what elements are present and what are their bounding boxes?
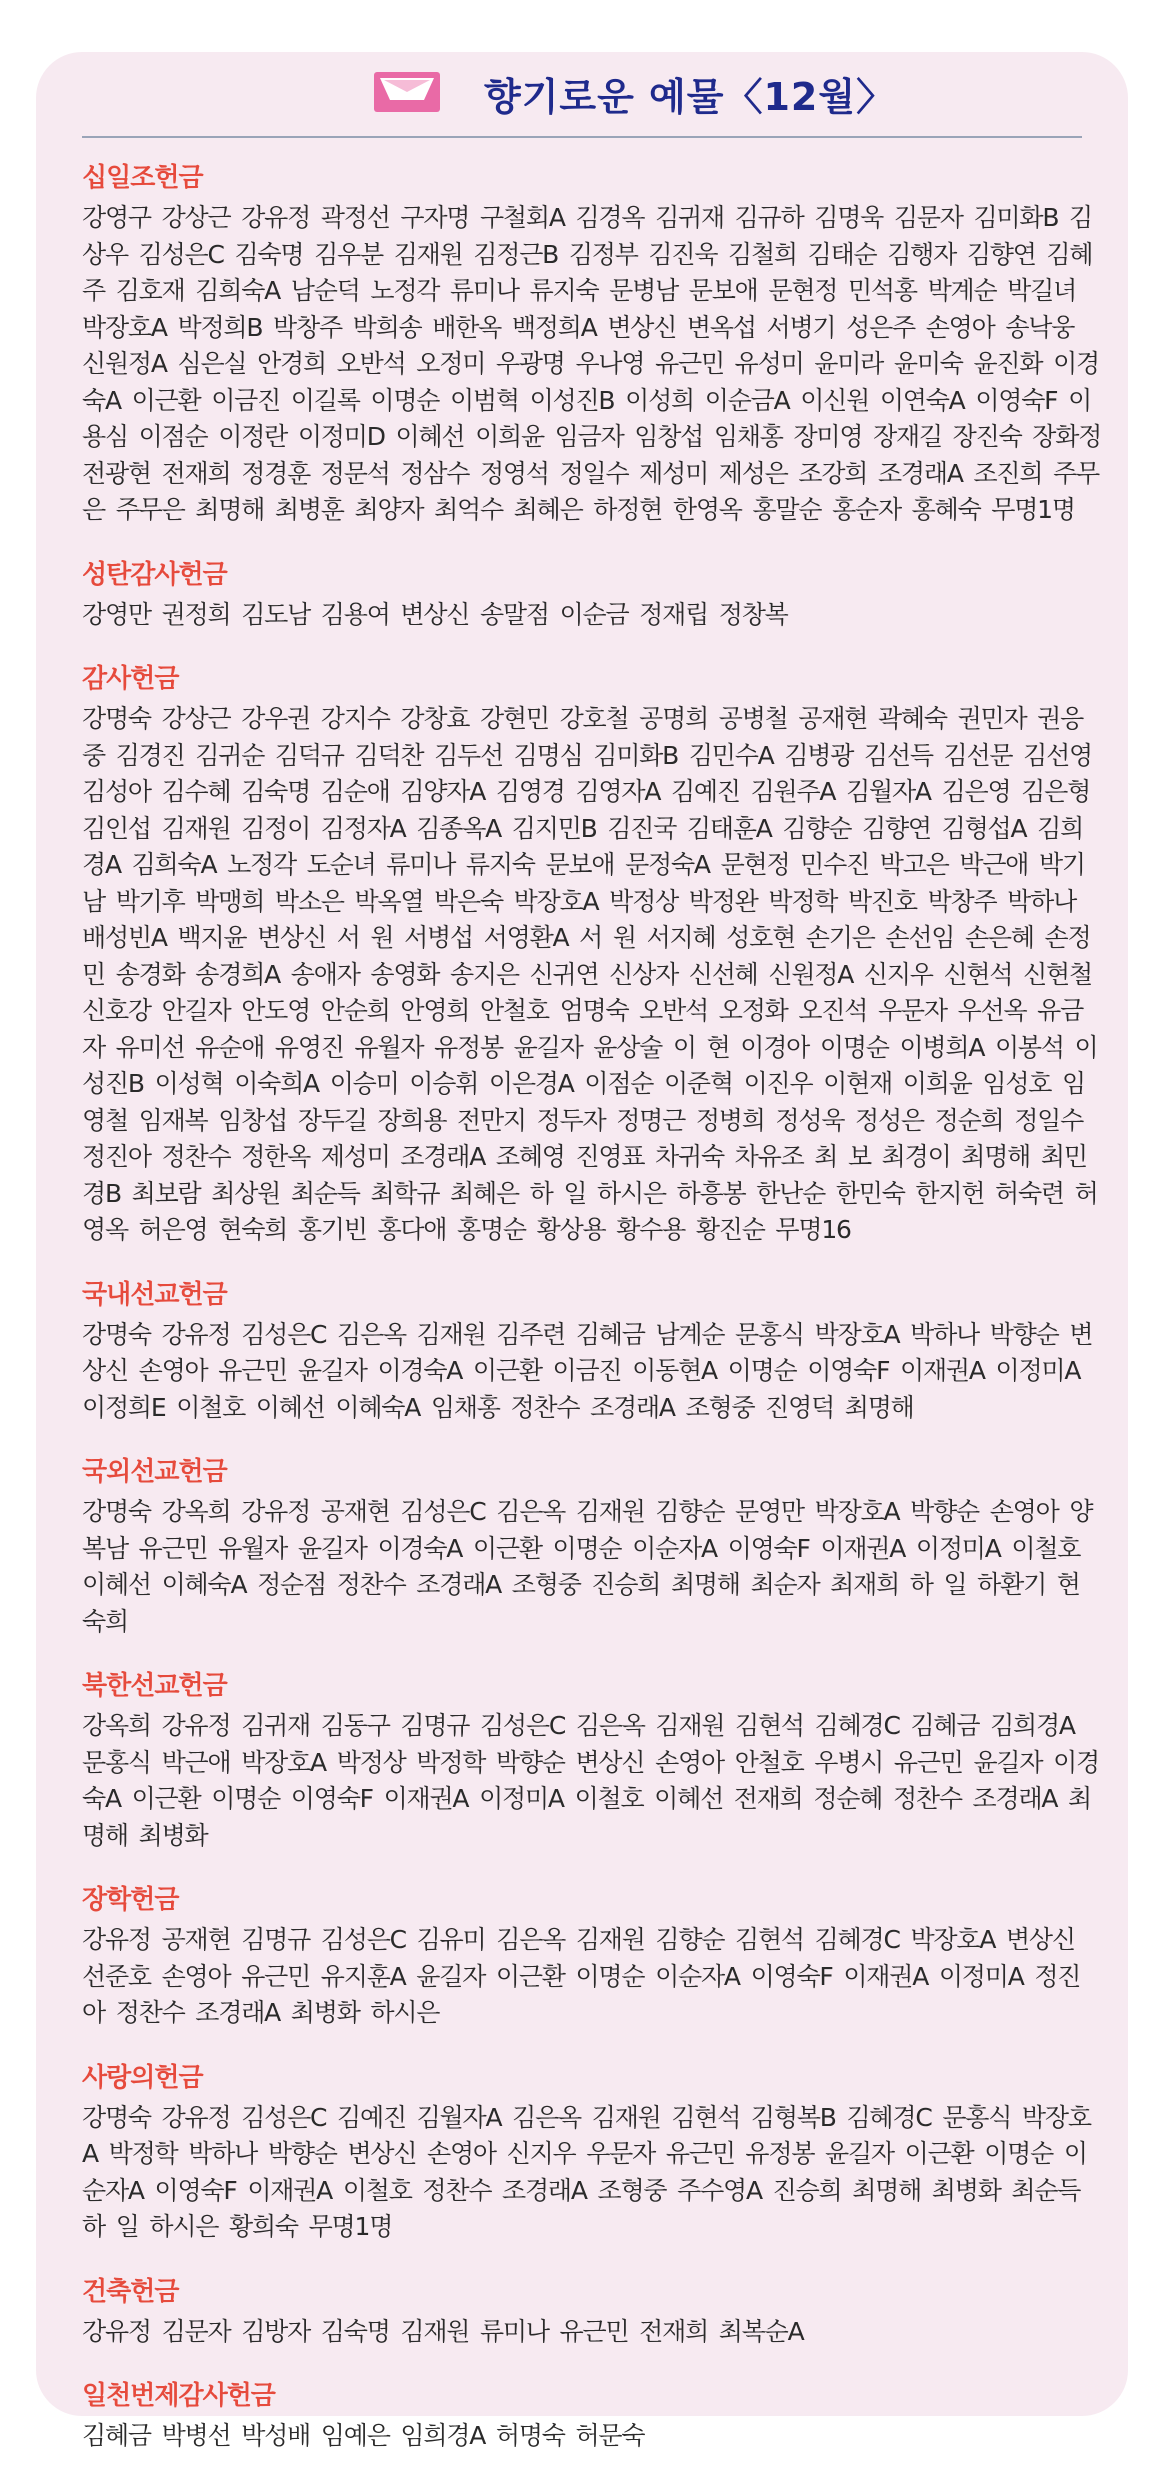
offerings-card (36, 52, 1128, 2450)
section-title: 일천번제감사헌금 (82, 2381, 275, 2411)
section-love (82, 2060, 1102, 2246)
section-title: 국외선교헌금 (82, 1457, 227, 1487)
section-overseas-mission (82, 1454, 1102, 1640)
section-building (82, 2274, 1102, 2351)
donor-names: 강명숙 강옥희 강유정 공재현 김성은C 김은옥 김재원 김향순 문영만 박장호A 박향순 손영아 양복남 유근민 유월자 윤길자 이경숙A 이근환 이명순 이순자A 이영숙F 이재권A 이정미A 이철호 이혜선 이혜숙A 정순점 정찬수 조경래A 조형중 진승희 최명해 최순자 최재희 하 일 하환기 현숙희 (82, 1497, 1093, 1636)
donor-names: 강명숙 강유정 김성은C 김은옥 김재원 김주련 김혜금 남계순 문홍식 박장호A 박하나 박향순 변상신 손영아 유근민 윤길자 이경숙A 이근환 이금진 이동현A 이명순 이영숙F 이재권A 이정미A 이정희E 이철호 이혜선 이혜숙A 임채홍 정찬수 조경래A 조형중 진영덕 최명해 (82, 1319, 1093, 1422)
section-title: 국내선교헌금 (82, 1279, 227, 1310)
section-north-korea-mission (82, 1668, 1102, 1854)
page-title: 향기로운 예물〈12월〉 (484, 75, 896, 119)
section-thanks (82, 661, 1102, 1249)
section-tithe (82, 160, 1102, 529)
donor-names: 강유정 김문자 김방자 김숙명 김재원 류미나 유근민 전재희 최복순A (82, 2316, 804, 2346)
section-title: 사랑의헌금 (82, 2062, 203, 2093)
donor-names: 강영구 강상근 강유정 곽정선 구자명 구철회A 김경옥 김귀재 김규하 김명욱 김문자 김미화B 김상우 김성은C 김숙명 김우분 김재원 김정근B 김정부 김진욱 김철희 김태순 김행자 김향연 김혜주 김호재 김희숙A 남순덕 노정각 류미나 류지숙 문병남 문보애 문현정 민석홍 박계순 박길녀 박장호A 박정희B 박창주 박희송 배한옥 백정희A 변상신 변옥섭 서병기 성은주 손영아 송낙웅 신원정A 심은실 안경희 오반석 오정미 우광명 우나영 유근민 유성미 윤미라 윤미숙 윤진화 이경숙A 이근환 이금진 이길록 이명순 이범혁 이성진B 이성희 이순금A 이신원 이연숙A 이영숙F 이용심 이점순 이정란 이정미D 이혜선 이희윤 임금자 임창섭 임채홍 장미영 장재길 장진숙 장화정 전광현 전재희 정경훈 정문석 정삼수 정영석 정일수 제성미 제성은 조강희 조경래A 조진희 주무은 주무은 최명해 최병훈 최양자 최억수 최혜은 하정현 한영옥 홍말순 홍순자 홍혜숙 무명1명 (82, 203, 1102, 524)
offering-list (82, 160, 1102, 2483)
donor-names: 강명숙 강유정 김성은C 김예진 김월자A 김은옥 김재원 김현석 김형복B 김혜경C 문홍식 박장호A 박정학 박하나 박향순 변상신 손영아 신지우 우문자 유근민 유정봉 윤길자 이근환 이명순 이순자A 이영숙F 이재권A 이철호 정찬수 조경래A 조형중 주수영A 진승희 최명해 최병화 최순득 하 일 하시은 황희숙 무명1명 (82, 2102, 1091, 2241)
donor-names: 강옥희 강유정 김귀재 김동구 김명규 김성은C 김은옥 김재원 김현석 김혜경C 김혜금 김희경A 문홍식 박근애 박장호A 박정상 박정학 박향순 변상신 손영아 안철호 우병시 유근민 윤길자 이경숙A 이근환 이명순 이영숙F 이재권A 이정미A 이철호 이혜선 전재희 정순혜 정찬수 조경래A 최명해 최병화 (82, 1711, 1099, 1850)
section-title: 성탄감사헌금 (82, 559, 227, 590)
section-domestic-mission (82, 1277, 1102, 1427)
envelope-icon (374, 70, 440, 114)
donor-names: 강명숙 강상근 강우권 강지수 강창효 강현민 강호철 공명희 공병철 공재현 곽혜숙 권민자 권응중 김경진 김귀순 김덕규 김덕찬 김두선 김명심 김미화B 김민수A 김병광 김선득 김선문 김선영 김성아 김수혜 김숙명 김순애 김양자A 김영경 김영자A 김예진 김원주A 김월자A 김은영 김은형 김인섭 김재원 김정이 김정자A 김종옥A 김지민B 김진국 김태훈A 김향순 김향연 김형섭A 김희경A 김희숙A 노정각 도순녀 류미나 류지숙 문보애 문정숙A 문현정 민수진 박고은 박근애 박기남 박기후 박맹희 박소은 박옥열 박은숙 박장호A 박정상 박정완 박정학 박진호 박창주 박하나 배성빈A 백지윤 변상신 서 원 서병섭 서영환A 서 원 서지혜 성호현 손기은 손선임 손은혜 손정민 송경화 송경희A 송애자 송영화 송지은 신귀연 신상자 신선혜 신원정A 신지우 신현석 신현철 신호강 안길자 안도영 안순희 안영희 안철호 엄명숙 오반석 오정화 오진석 우문자 우선옥 유금자 유미선 유순애 유영진 유월자 유정봉 윤길자 윤상술 이 현 이경아 이명순 이병희A 이봉석 이성진B 이성혁 이숙희A 이승미 이승휘 이은경A 이점순 이준혁 이진우 이현재 이희윤 임성호 임영철 임재복 임창섭 장두길 장희용 전만지 정두자 정명근 정병희 정성욱 정성은 정순희 정일수 정진아 정찬수 정한옥 제성미 조경래A 조혜영 진영표 차귀숙 차유조 최 보 최경이 최명해 최민경B 최보람 최상원 최순득 최학규 최혜은 하 일 하시은 하흥봉 한난순 한민숙 한지헌 허숙련 허영옥 허은영 현숙희 홍기빈 홍다애 홍명순 황상용 황수용 황진순 무명16 (82, 704, 1098, 1244)
section-scholarship (82, 1882, 1102, 2032)
donor-names: 강영만 권정희 김도남 김용여 변상신 송말점 이순금 정재립 정창복 (82, 599, 788, 629)
section-christmas-thanks (82, 557, 1102, 634)
section-title: 건축헌금 (82, 2276, 179, 2307)
donor-names: 김혜금 박병선 박성배 임예은 임희경A 허명숙 허문숙 (82, 2421, 645, 2450)
section-title: 장학헌금 (82, 1885, 179, 1915)
section-thousand-offerings (82, 2378, 1102, 2455)
section-title: 감사헌금 (82, 664, 179, 694)
section-title: 십일조헌금 (82, 163, 203, 193)
donor-names: 강유정 공재현 김명규 김성은C 김유미 김은옥 김재원 김향순 김현석 김혜경C 박장호A 변상신 선준호 손영아 유근민 유지훈A 윤길자 이근환 이명순 이순자A 이영숙F 이재권A 이정미A 정진아 정찬수 조경래A 최병화 하시은 (82, 1925, 1081, 2027)
section-title: 북한선교헌금 (82, 1671, 227, 1701)
header (82, 52, 1082, 138)
